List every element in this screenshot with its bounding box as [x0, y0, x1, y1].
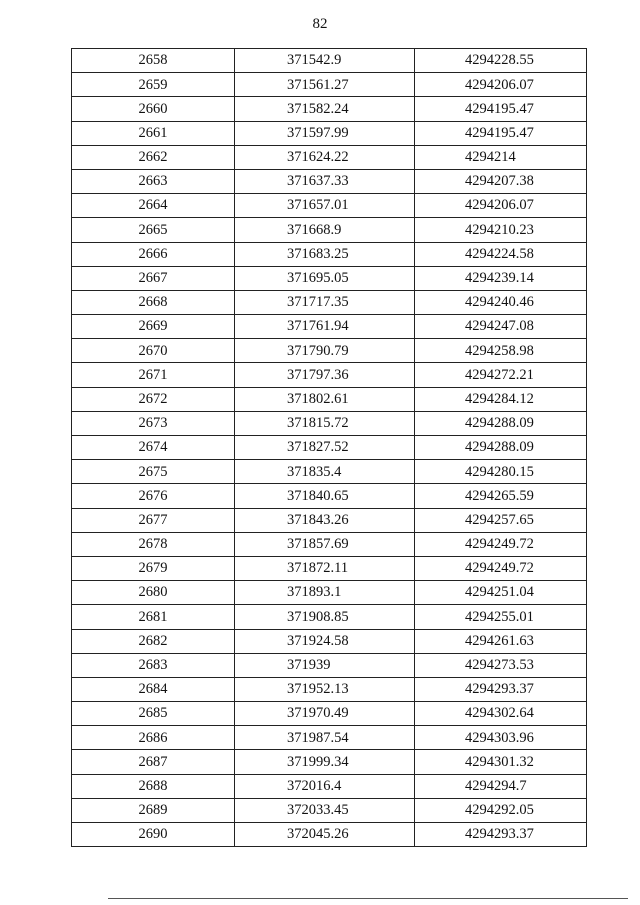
x-coordinate-cell: 371797.36	[235, 363, 415, 387]
x-coordinate-cell: 371952.13	[235, 677, 415, 701]
x-coordinate-cell: 371872.11	[235, 556, 415, 580]
table-row	[72, 73, 587, 97]
y-coordinate-cell: 4294257.65	[415, 508, 587, 532]
y-coordinate-cell: 4294207.38	[415, 169, 587, 193]
x-coordinate-cell: 371657.01	[235, 194, 415, 218]
x-coordinate-cell: 371668.9	[235, 218, 415, 242]
x-coordinate-cell: 371582.24	[235, 97, 415, 121]
page-number: 82	[312, 16, 328, 32]
point-id-cell: 2688	[72, 774, 235, 798]
point-id-cell: 2669	[72, 315, 235, 339]
table-row	[72, 605, 587, 629]
x-coordinate-cell: 371597.99	[235, 121, 415, 145]
table-row	[72, 242, 587, 266]
x-coordinate-cell: 371637.33	[235, 169, 415, 193]
point-id-cell: 2681	[72, 605, 235, 629]
y-coordinate-cell: 4294249.72	[415, 532, 587, 556]
x-coordinate-cell: 371542.9	[235, 49, 415, 73]
table-row	[72, 508, 587, 532]
table-row	[72, 266, 587, 290]
point-id-cell: 2687	[72, 750, 235, 774]
table-row	[72, 363, 587, 387]
table-row	[72, 484, 587, 508]
x-coordinate-cell: 371857.69	[235, 532, 415, 556]
y-coordinate-cell: 4294293.37	[415, 677, 587, 701]
point-id-cell: 2670	[72, 339, 235, 363]
table-body	[72, 49, 587, 847]
table-row	[72, 726, 587, 750]
x-coordinate-cell: 371939	[235, 653, 415, 677]
table-row	[72, 411, 587, 435]
table-row	[72, 798, 587, 822]
x-coordinate-cell: 371790.79	[235, 339, 415, 363]
table-row	[72, 653, 587, 677]
x-coordinate-cell: 371761.94	[235, 315, 415, 339]
y-coordinate-cell: 4294255.01	[415, 605, 587, 629]
bottom-divider	[108, 898, 628, 899]
y-coordinate-cell: 4294288.09	[415, 436, 587, 460]
point-id-cell: 2690	[72, 823, 235, 847]
y-coordinate-cell: 4294261.63	[415, 629, 587, 653]
point-id-cell: 2659	[72, 73, 235, 97]
table-row	[72, 581, 587, 605]
table-row	[72, 218, 587, 242]
table-row	[72, 436, 587, 460]
x-coordinate-cell: 371987.54	[235, 726, 415, 750]
table-row	[72, 194, 587, 218]
table-row	[72, 290, 587, 314]
x-coordinate-cell: 371815.72	[235, 411, 415, 435]
y-coordinate-cell: 4294293.37	[415, 823, 587, 847]
point-id-cell: 2682	[72, 629, 235, 653]
y-coordinate-cell: 4294273.53	[415, 653, 587, 677]
table-row	[72, 387, 587, 411]
table-row	[72, 97, 587, 121]
y-coordinate-cell: 4294249.72	[415, 556, 587, 580]
x-coordinate-cell: 371843.26	[235, 508, 415, 532]
table-row	[72, 774, 587, 798]
point-id-cell: 2678	[72, 532, 235, 556]
point-id-cell: 2673	[72, 411, 235, 435]
x-coordinate-cell: 371561.27	[235, 73, 415, 97]
point-id-cell: 2661	[72, 121, 235, 145]
x-coordinate-cell: 371840.65	[235, 484, 415, 508]
table-row	[72, 677, 587, 701]
table-row	[72, 121, 587, 145]
point-id-cell: 2663	[72, 169, 235, 193]
y-coordinate-cell: 4294239.14	[415, 266, 587, 290]
point-id-cell: 2677	[72, 508, 235, 532]
y-coordinate-cell: 4294302.64	[415, 702, 587, 726]
y-coordinate-cell: 4294195.47	[415, 97, 587, 121]
y-coordinate-cell: 4294214	[415, 145, 587, 169]
point-id-cell: 2674	[72, 436, 235, 460]
y-coordinate-cell: 4294303.96	[415, 726, 587, 750]
point-id-cell: 2675	[72, 460, 235, 484]
y-coordinate-cell: 4294210.23	[415, 218, 587, 242]
x-coordinate-cell: 371908.85	[235, 605, 415, 629]
point-id-cell: 2686	[72, 726, 235, 750]
table-row	[72, 702, 587, 726]
y-coordinate-cell: 4294247.08	[415, 315, 587, 339]
y-coordinate-cell: 4294240.46	[415, 290, 587, 314]
point-id-cell: 2680	[72, 581, 235, 605]
table-row	[72, 145, 587, 169]
x-coordinate-cell: 371999.34	[235, 750, 415, 774]
table-row	[72, 629, 587, 653]
y-coordinate-cell: 4294206.07	[415, 194, 587, 218]
table-row	[72, 556, 587, 580]
point-id-cell: 2672	[72, 387, 235, 411]
x-coordinate-cell: 371893.1	[235, 581, 415, 605]
point-id-cell: 2665	[72, 218, 235, 242]
table-row	[72, 460, 587, 484]
table-row	[72, 315, 587, 339]
table-row	[72, 169, 587, 193]
x-coordinate-cell: 371717.35	[235, 290, 415, 314]
table-row	[72, 339, 587, 363]
x-coordinate-cell: 372033.45	[235, 798, 415, 822]
point-id-cell: 2658	[72, 49, 235, 73]
y-coordinate-cell: 4294206.07	[415, 73, 587, 97]
y-coordinate-cell: 4294288.09	[415, 411, 587, 435]
x-coordinate-cell: 372016.4	[235, 774, 415, 798]
x-coordinate-cell: 371970.49	[235, 702, 415, 726]
x-coordinate-cell: 371802.61	[235, 387, 415, 411]
x-coordinate-cell: 371835.4	[235, 460, 415, 484]
point-id-cell: 2668	[72, 290, 235, 314]
table-row	[72, 532, 587, 556]
x-coordinate-cell: 371827.52	[235, 436, 415, 460]
point-id-cell: 2685	[72, 702, 235, 726]
y-coordinate-cell: 4294251.04	[415, 581, 587, 605]
y-coordinate-cell: 4294272.21	[415, 363, 587, 387]
y-coordinate-cell: 4294284.12	[415, 387, 587, 411]
x-coordinate-cell: 371695.05	[235, 266, 415, 290]
x-coordinate-cell: 372045.26	[235, 823, 415, 847]
y-coordinate-cell: 4294258.98	[415, 339, 587, 363]
coordinates-table	[71, 48, 587, 847]
point-id-cell: 2660	[72, 97, 235, 121]
point-id-cell: 2664	[72, 194, 235, 218]
y-coordinate-cell: 4294301.32	[415, 750, 587, 774]
table-row	[72, 823, 587, 847]
point-id-cell: 2676	[72, 484, 235, 508]
y-coordinate-cell: 4294195.47	[415, 121, 587, 145]
x-coordinate-cell: 371924.58	[235, 629, 415, 653]
table-row	[72, 49, 587, 73]
y-coordinate-cell: 4294292.05	[415, 798, 587, 822]
point-id-cell: 2662	[72, 145, 235, 169]
y-coordinate-cell: 4294265.59	[415, 484, 587, 508]
point-id-cell: 2679	[72, 556, 235, 580]
point-id-cell: 2683	[72, 653, 235, 677]
point-id-cell: 2689	[72, 798, 235, 822]
y-coordinate-cell: 4294294.7	[415, 774, 587, 798]
table-row	[72, 750, 587, 774]
y-coordinate-cell: 4294228.55	[415, 49, 587, 73]
x-coordinate-cell: 371624.22	[235, 145, 415, 169]
y-coordinate-cell: 4294224.58	[415, 242, 587, 266]
y-coordinate-cell: 4294280.15	[415, 460, 587, 484]
x-coordinate-cell: 371683.25	[235, 242, 415, 266]
point-id-cell: 2671	[72, 363, 235, 387]
point-id-cell: 2684	[72, 677, 235, 701]
point-id-cell: 2666	[72, 242, 235, 266]
point-id-cell: 2667	[72, 266, 235, 290]
